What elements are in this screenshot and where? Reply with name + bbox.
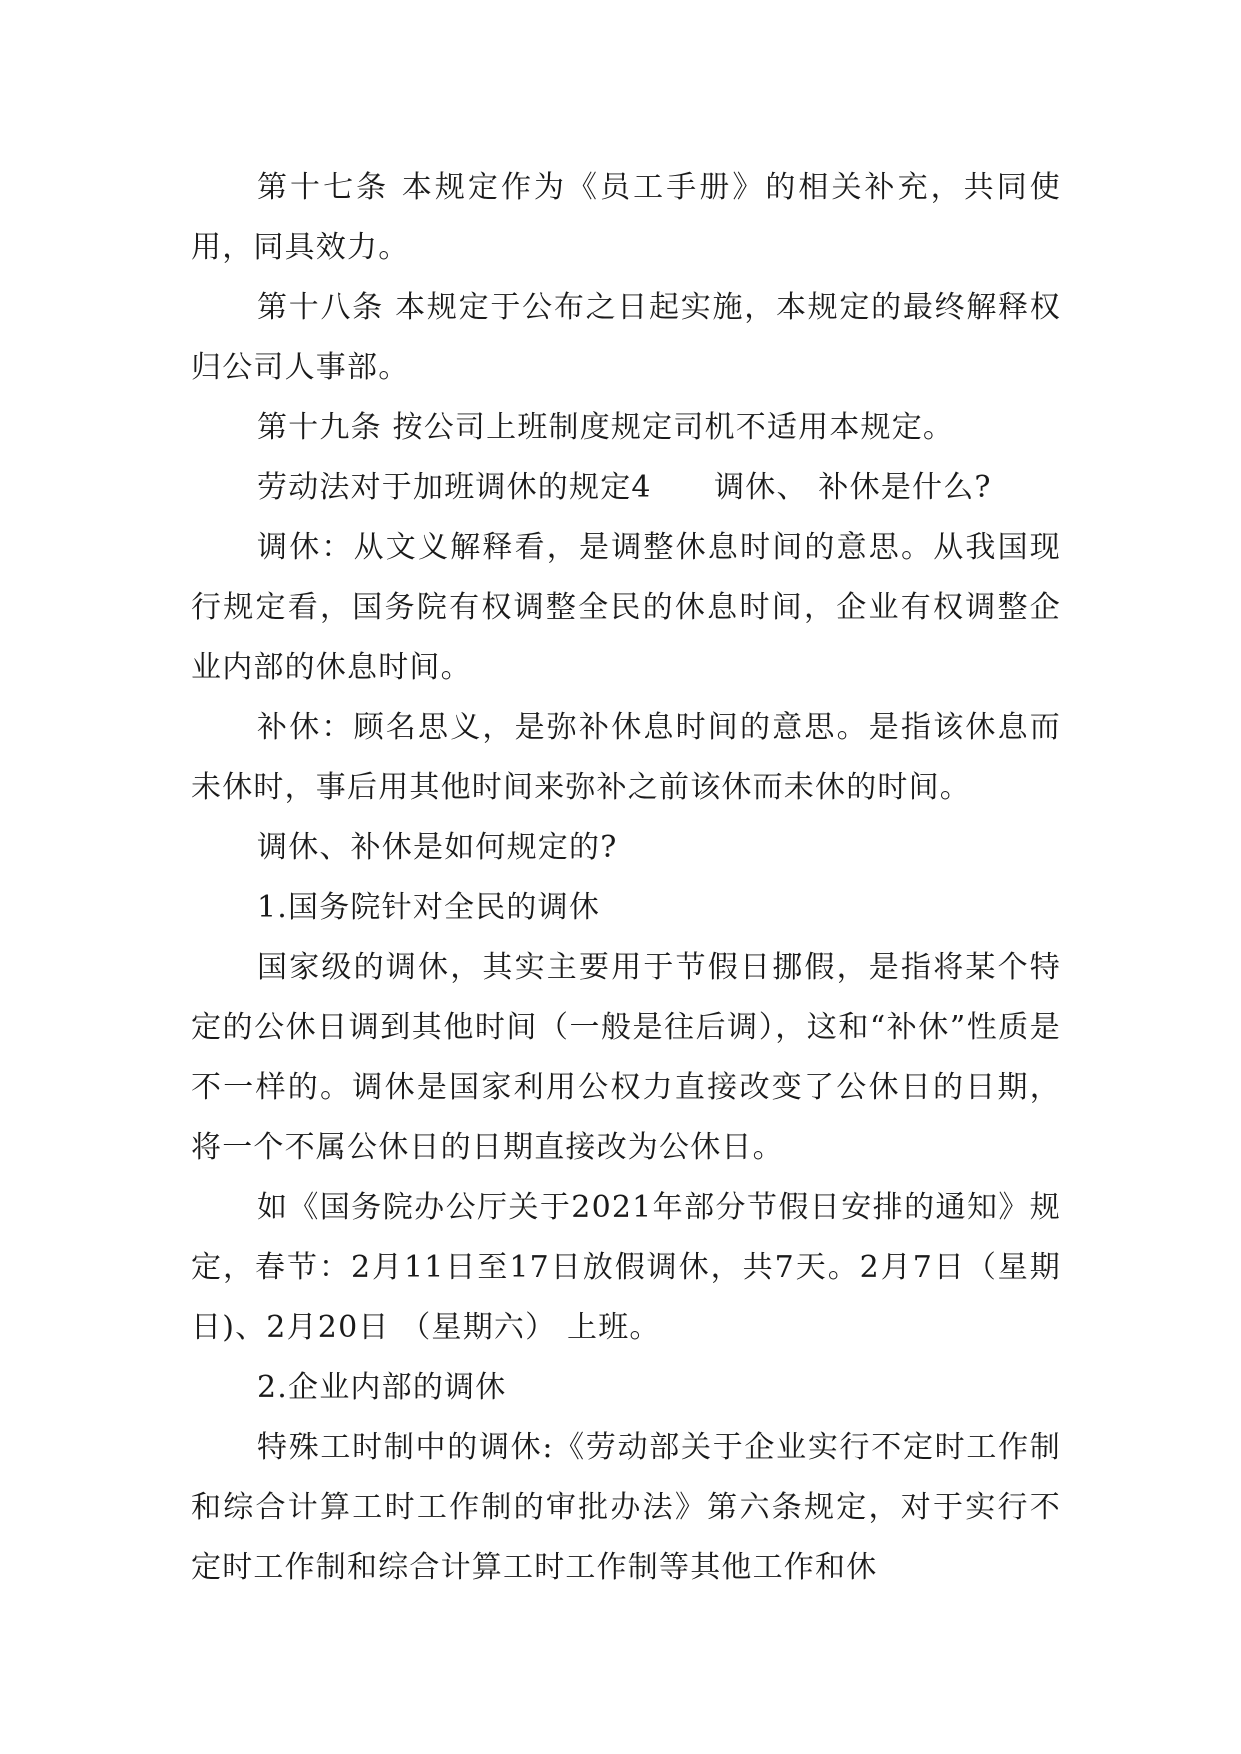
paragraph-tiaoxiu-definition: 调休：从文义解释看，是调整休息时间的意思。从我国现行规定看，国务院有权调整全民的休息时间，企业有权调整企业内部的休息时间。 xyxy=(191,530,1061,685)
list-item-2-heading: 2.企业内部的调休 xyxy=(257,1370,507,1405)
paragraph-article-19: 第十九条 按公司上班制度规定司机不适用本规定。 xyxy=(257,410,955,445)
paragraph-article-17: 第十七条 本规定作为《员工手册》的相关补充，共同使用，同具效力。 xyxy=(191,170,1061,265)
paragraph-article-18: 第十八条 本规定于公布之日起实施，本规定的最终解释权归公司人事部。 xyxy=(191,290,1061,385)
section-heading: 劳动法对于加班调休的规定4 调休、 补休是什么? xyxy=(257,470,992,505)
paragraph-special-hours: 特殊工时制中的调休:《劳动部关于企业实行不定时工作制和综合计算工时工作制的审批办法》第六条规定，对于实行不定时工作制和综合计算工时工作制等其他工作和休 xyxy=(191,1430,1061,1585)
list-item-1-heading: 1.国务院针对全民的调休 xyxy=(257,890,601,925)
paragraph-national-tiaoxiu: 国家级的调休，其实主要用于节假日挪假，是指将某个特定的公休日调到其他时间（一般是往后调），这和“补休”性质是不一样的。调休是国家利用公权力直接改变了公休日的日期，将一个不属公休日的日期直接改为公休日。 xyxy=(191,950,1061,1165)
paragraph-example-2021: 如《国务院办公厅关于2021年部分节假日安排的通知》规定，春节：2月11日至17日放假调休，共7天。2月7日（星期日)、2月20日 （星期六） 上班。 xyxy=(191,1190,1061,1345)
paragraph-question: 调休、补休是如何规定的? xyxy=(257,830,618,865)
paragraph-buxiu-definition: 补休：顾名思义，是弥补休息时间的意思。是指该休息而未休时，事后用其他时间来弥补之前该休而未休的时间。 xyxy=(191,710,1061,805)
document-body xyxy=(191,158,1061,1598)
